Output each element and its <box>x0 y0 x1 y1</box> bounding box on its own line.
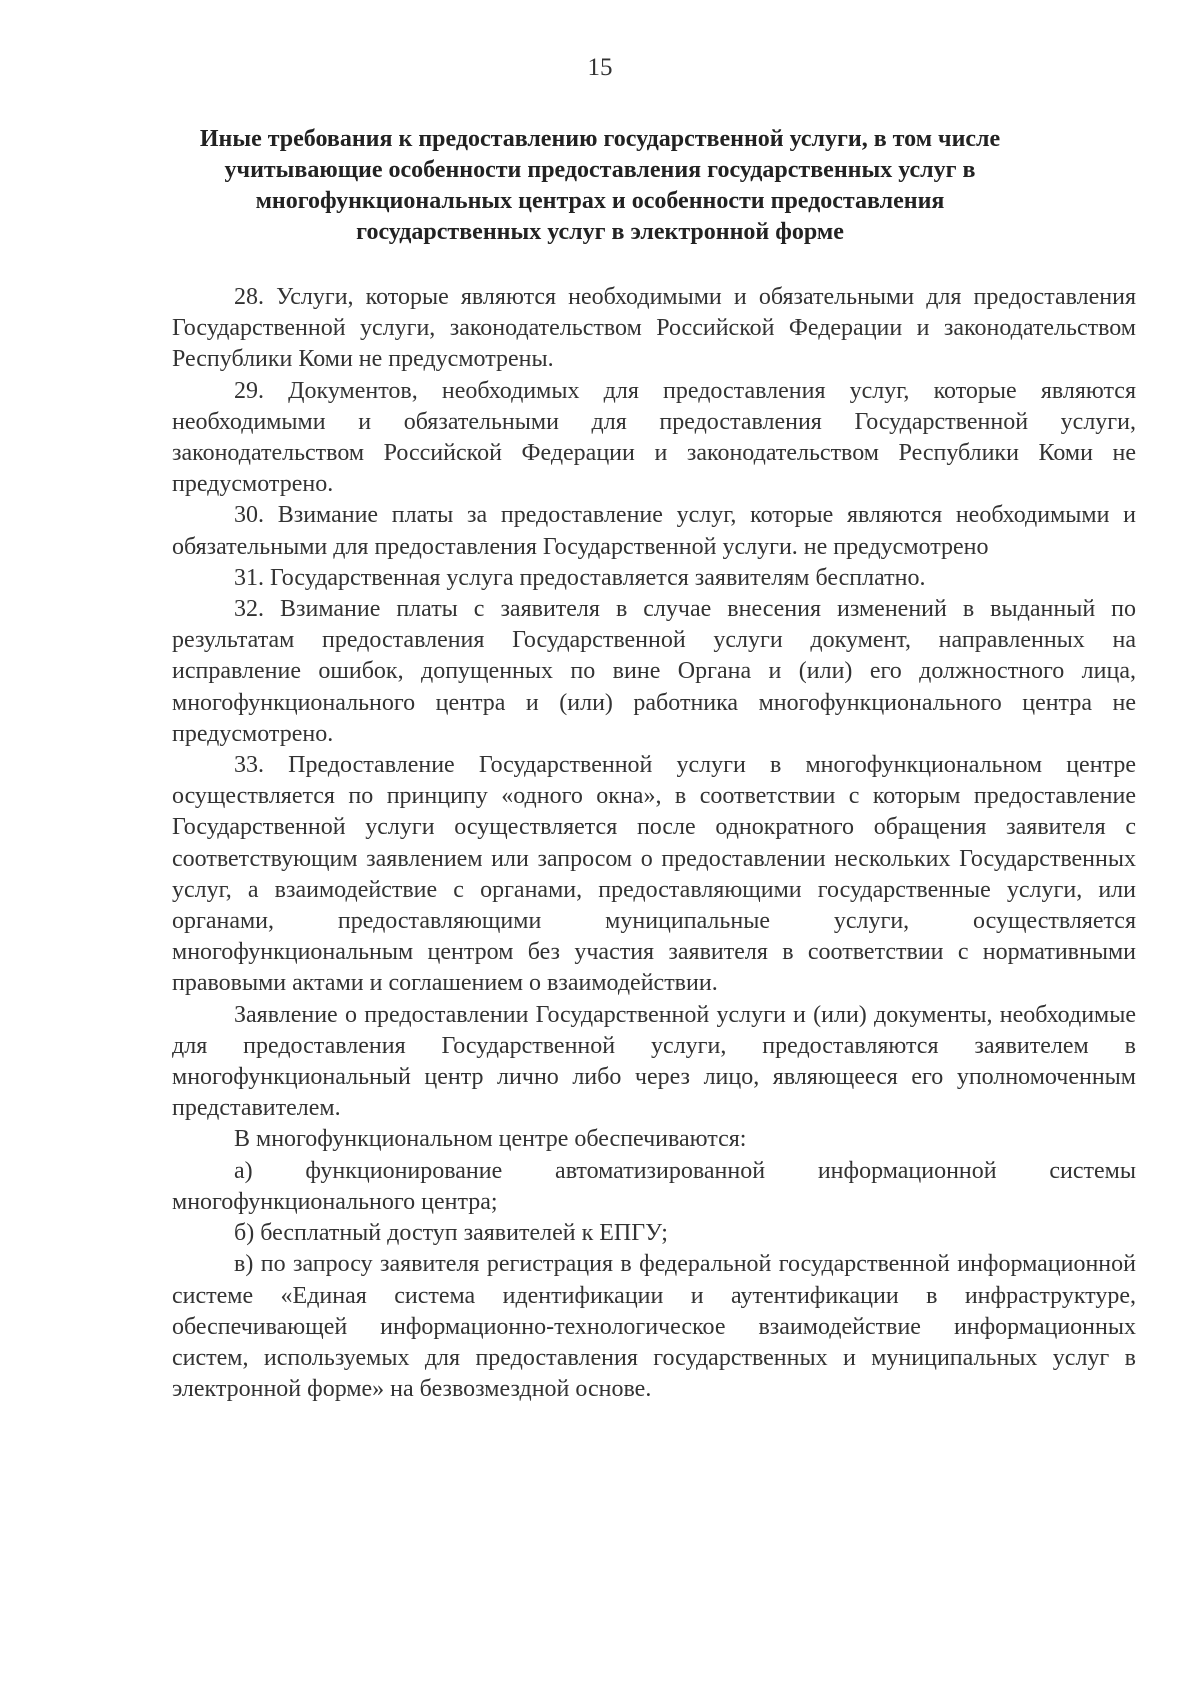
paragraph-28: 28. Услуги, которые являются необходимыми и обязательными для предоставления Государственной услуги, законодательством Российской Федерации и законодательством Республики Коми не предусмотрены. <box>172 284 1136 373</box>
list-item-a: а) функционирование автоматизированной информационной системы многофункционального центра; <box>172 1157 1136 1215</box>
page-number: 15 <box>587 54 613 81</box>
paragraph-application: Заявление о предоставлении Государственной услуги и (или) документы, необходимые для предоставления Государственной услуги, предоставляются заявителем в многофункциональный центр лично либо через лицо, являющееся его уполномоченным представителем. <box>172 1001 1136 1122</box>
paragraph-30: 30. Взимание платы за предоставление услуг, которые являются необходимыми и обязательными для предоставления Государственной услуги. не предусмотрено <box>172 502 1136 560</box>
heading-line: многофункциональных центрах и особенности предоставления <box>255 188 945 214</box>
document-body <box>172 282 1136 1405</box>
paragraph-33: 33. Предоставление Государственной услуги в многофункциональном центре осуществляется по принципу «одного окна», в соответствии с которым предоставление Государственной услуги осуществляется после однократного обращения заявителя с соответствующим заявлением или запросом о предоставлении нескольких Государственных услуг, а взаимодействие с органами, предоставляющими государственные услуги, или органами, предоставляющими муниципальные услуги, осуществляется многофункциональным центром без участия заявителя в соответствии с нормативными правовыми актами и соглашением о взаимодействии. <box>172 752 1136 997</box>
list-item-v: в) по запросу заявителя регистрация в федеральной государственной информационной системе «Единая система идентификации и аутентификации в инфраструктуре, обеспечивающей информационно-технологическое взаимодействие информационных систем, используемых для предоставления государственных и муниципальных услуг в электронной форме» на безвозмездной основе. <box>172 1251 1136 1403</box>
paragraph-31: 31. Государственная услуга предоставляется заявителям бесплатно. <box>234 564 926 591</box>
paragraph-mfc-provides: В многофункциональном центре обеспечиваются: <box>234 1126 747 1153</box>
paragraph-32: 32. Взимание платы с заявителя в случае внесения изменений в выданный по результатам предоставления Государственной услуги документ, направленных на исправление ошибок, допущенных по вине Органа и (или) его должностного лица, многофункционального центра и (или) работника многофункционального центра не предусмотрено. <box>172 596 1136 747</box>
section-heading <box>150 124 1050 248</box>
heading-line: Иные требования к предоставлению государственной услуги, в том числе <box>199 126 1001 152</box>
list-item-b: б) бесплатный доступ заявителей к ЕПГУ; <box>234 1220 668 1247</box>
heading-line: учитывающие особенности предоставления государственных услуг в <box>224 157 976 183</box>
paragraph-29: 29. Документов, необходимых для предоставления услуг, которые являются необходимыми и обязательными для предоставления Государственной услуги, законодательством Российской Федерации и законодательством Республики Коми не предусмотрено. <box>172 377 1136 498</box>
heading-line: государственных услуг в электронной форме <box>356 219 844 245</box>
